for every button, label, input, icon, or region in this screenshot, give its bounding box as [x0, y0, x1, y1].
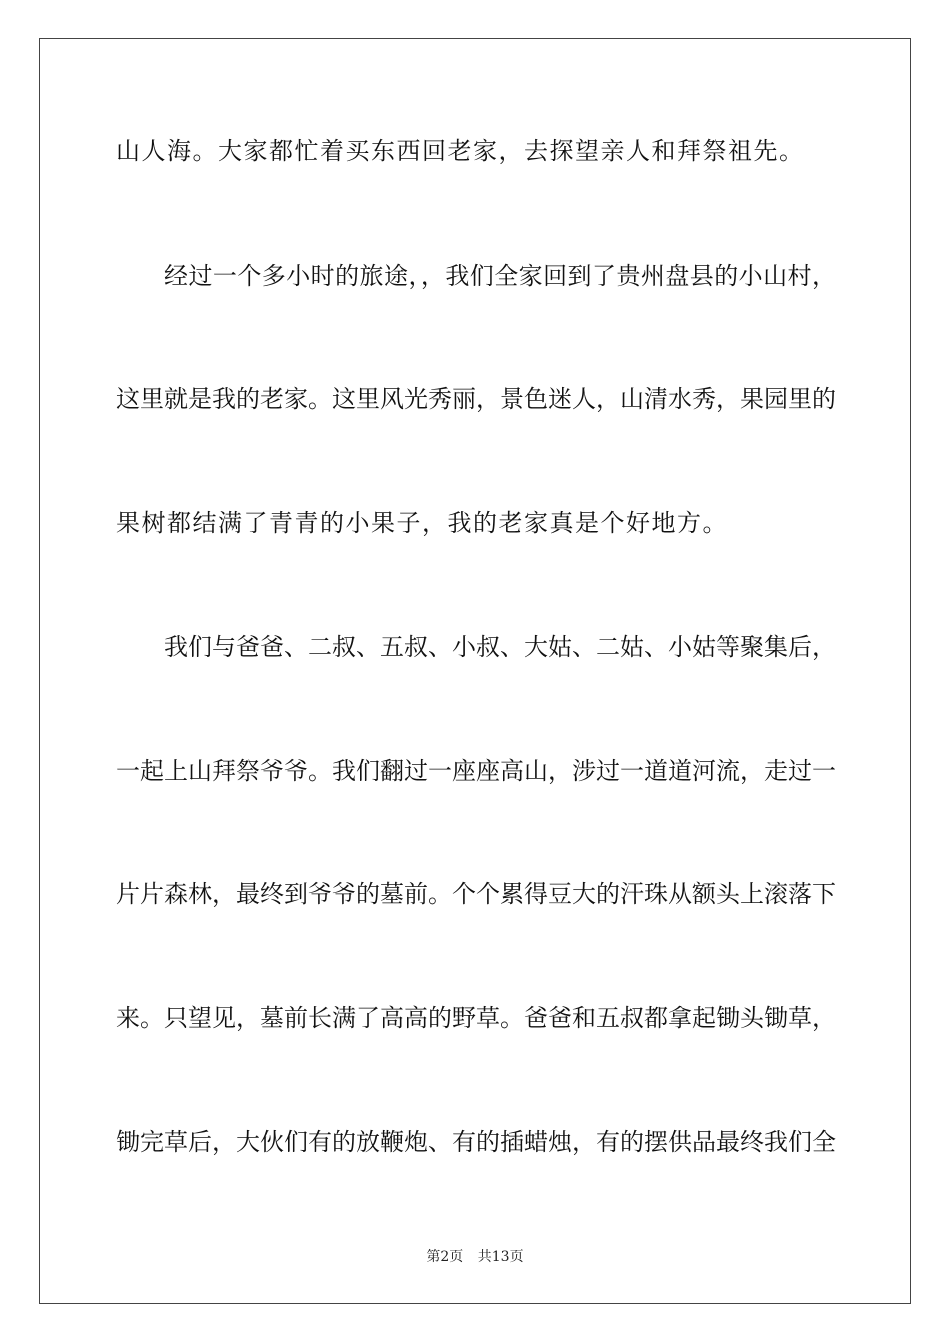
text-line-2: 经过一个多小时的旅途，，我们全家回到了贵州盘县的小山村，: [164, 262, 836, 290]
text-line-3: 这里就是我的老家。这里风光秀丽，景色迷人，山清水秀，果园里的: [116, 385, 836, 413]
page-footer: [0, 1248, 950, 1266]
page-frame: [39, 38, 911, 1304]
page-number: 第2页: [426, 1249, 464, 1265]
text-line-5: 我们与爸爸、二叔、五叔、小叔、大姑、二姑、小姑等聚集后，: [164, 633, 836, 661]
text-line-6: 一起上山拜祭爷爷。我们翻过一座座高山，涉过一道道河流，走过一: [116, 757, 836, 785]
page-total: 共13页: [477, 1249, 524, 1265]
text-line-9: 锄完草后，大伙们有的放鞭炮、有的插蜡烛，有的摆供品最终我们全: [116, 1128, 836, 1156]
text-line-8: 来。只望见，墓前长满了高高的野草。爸爸和五叔都拿起锄头锄草，: [116, 1004, 836, 1032]
text-line-1: 山人海。大家都忙着买东西回老家，去探望亲人和拜祭祖先。: [116, 137, 805, 165]
text-line-4: 果树都结满了青青的小果子，我的老家真是个好地方。: [116, 509, 728, 537]
text-line-7: 片片森林，最终到爷爷的墓前。个个累得豆大的汗珠从额头上滚落下: [116, 880, 836, 908]
